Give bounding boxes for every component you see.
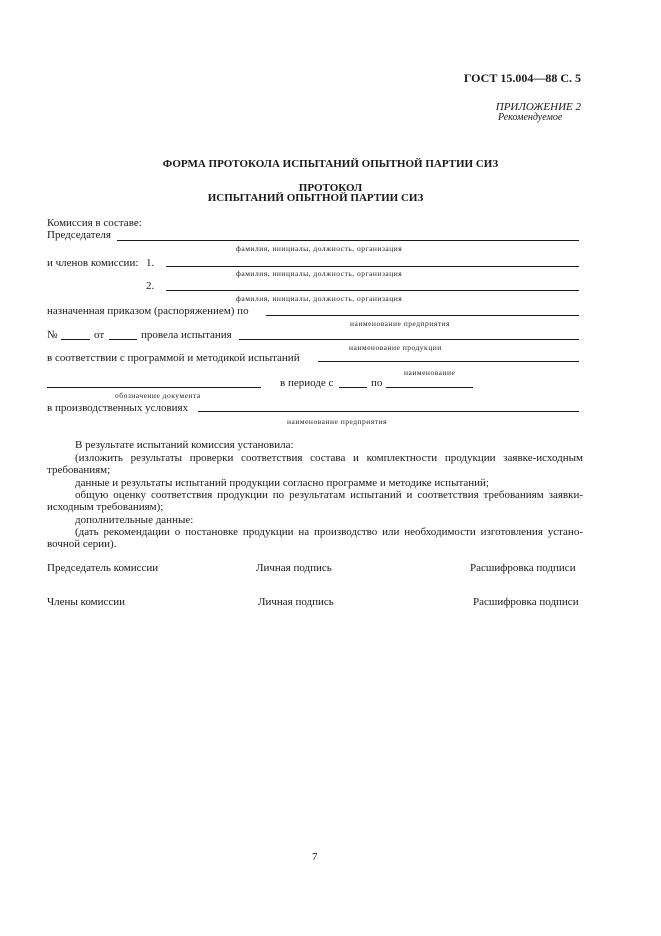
period-to-label: по	[371, 377, 383, 389]
caption-enterprise-1: наименование предприятия	[350, 319, 450, 328]
chairman-signature-label: Председатель комиссии	[47, 562, 159, 574]
members-label: и членов комиссии:	[47, 257, 139, 269]
additional-data-label: дополнительные данные:	[75, 514, 194, 526]
chairman-blank[interactable]	[117, 240, 579, 241]
caption-enterprise-2: наименование предприятия	[287, 417, 387, 426]
commission-label: Комиссия в составе:	[47, 217, 142, 229]
caption-fio-3: фамилия, инициалы, должность, организация	[236, 294, 403, 303]
document-designation-blank[interactable]	[47, 387, 261, 388]
assessment-line-2: исходным требованиям);	[47, 501, 164, 513]
production-label: в производственных условиях	[47, 402, 189, 414]
period-from-label: в периоде с	[280, 377, 334, 389]
form-title: ФОРМА ПРОТОКОЛА ИСПЫТАНИЙ ОПЫТНОЙ ПАРТИИ СИЗ	[162, 158, 499, 170]
program-name-blank[interactable]	[318, 361, 579, 362]
members-personal-signature: Личная подпись	[258, 596, 334, 608]
chairman-label: Председателя	[47, 229, 111, 241]
results-data-line: данные и результаты испытаний продукции согласно программе и методике испытаний;	[75, 477, 489, 489]
date-from-label: от	[94, 329, 105, 341]
caption-fio-1: фамилия, инициалы, должность, организация	[236, 244, 403, 253]
recommended-label: Рекомендуемое	[498, 112, 563, 123]
product-blank[interactable]	[239, 339, 579, 340]
page-number: 7	[312, 851, 318, 863]
number-label: №	[47, 329, 58, 341]
protocol-subtitle: ИСПЫТАНИЙ ОПЫТНОЙ ПАРТИИ СИЗ	[207, 192, 424, 204]
caption-fio-2: фамилия, инициалы, должность, организация	[236, 269, 403, 278]
assessment-line-1: общую оценку соответствия продукции по результатам испытаний и соответствия требованиям заявки-	[75, 489, 583, 501]
caption-name: наименование	[404, 368, 456, 377]
member-2-blank[interactable]	[166, 290, 579, 291]
accordance-label: в соответствии с программой и методикой испытаний	[47, 352, 300, 364]
member-1-blank[interactable]	[166, 266, 579, 267]
appendix-label: ПРИЛОЖЕНИЕ 2	[495, 101, 581, 113]
recommendation-line-2: вочной серии).	[47, 538, 117, 550]
number-blank[interactable]	[61, 339, 90, 340]
standard-reference: ГОСТ 15.004—88 С. 5	[463, 71, 581, 85]
member-number-1: 1.	[146, 257, 155, 269]
results-intro: В результате испытаний комиссия установила:	[75, 439, 294, 451]
conducted-label: провела испытания	[141, 329, 232, 341]
chairman-personal-signature: Личная подпись	[256, 562, 332, 574]
protocol-title: ПРОТОКОЛ	[298, 182, 363, 194]
caption-document: обозначение документа	[115, 391, 201, 400]
members-signature-decoding: Расшифровка подписи	[473, 596, 579, 608]
recommendation-line-1: (дать рекомендации о постановке продукции на производство или необходимости изготовления устано-	[75, 526, 583, 538]
member-number-2: 2.	[146, 280, 155, 292]
caption-product: наименование продукции	[349, 343, 442, 352]
period-start-blank[interactable]	[339, 387, 367, 388]
production-enterprise-blank[interactable]	[198, 411, 579, 412]
order-label: назначенная приказом (распоряжением) по	[47, 305, 249, 317]
results-line-2: требованиям;	[47, 464, 111, 476]
order-enterprise-blank[interactable]	[266, 315, 579, 316]
date-blank[interactable]	[109, 339, 137, 340]
chairman-signature-decoding: Расшифровка подписи	[470, 562, 576, 574]
period-end-blank[interactable]	[386, 387, 473, 388]
results-line-1: (изложить результаты проверки соответствия состава и комплектности продукции заявке-исходным	[75, 452, 583, 464]
members-signature-label: Члены комиссии	[47, 596, 126, 608]
